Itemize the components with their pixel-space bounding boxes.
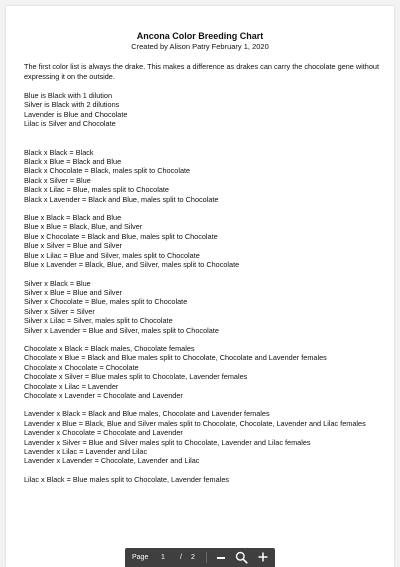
cross-line: Chocolate x Lavender = Chocolate and Lavender xyxy=(24,390,183,400)
cross-line: Lavender x Chocolate = Chocolate and Lavender xyxy=(24,428,183,438)
cross-line: Chocolate x Silver = Blue males split to Chocolate, Lavender females xyxy=(24,372,248,382)
cross-line: Lavender x Lavender = Chocolate, Lavender and Lilac xyxy=(24,456,200,466)
chocolate-drake-crosses xyxy=(24,344,386,400)
pdf-page-toolbar xyxy=(125,548,275,567)
cross-line: Lavender x Black = Black and Blue males, Chocolate and Lavender females xyxy=(24,409,270,419)
cross-line: Blue x Chocolate = Black and Blue, males split to Chocolate xyxy=(24,231,218,241)
cross-line: Silver x Black = Blue xyxy=(24,278,91,288)
blue-drake-crosses xyxy=(24,213,386,269)
cross-line: Blue x Lavender = Black, Blue, and Silver, males split to Chocolate xyxy=(24,260,240,270)
definitions-list xyxy=(24,91,386,129)
cross-line: Lavender x Silver = Blue and Silver males split to Chocolate, Lavender and Lilac females xyxy=(24,437,311,447)
cross-line: Blue x Blue = Black, Blue, and Silver xyxy=(24,222,143,232)
lavender-drake-crosses xyxy=(24,409,386,465)
silver-drake-crosses xyxy=(24,279,386,335)
cross-line: Black x Blue = Black and Blue xyxy=(24,157,122,167)
intro-paragraph xyxy=(24,62,380,81)
toolbar-divider xyxy=(206,552,207,563)
current-page-input[interactable]: 1 xyxy=(161,554,165,561)
total-pages: 2 xyxy=(191,554,195,561)
definition-line: Blue is Black with 1 dilution xyxy=(24,91,113,100)
cross-line: Chocolate x Black = Black males, Chocolate females xyxy=(24,343,195,353)
cross-line: Silver x Blue = Blue and Silver xyxy=(24,287,122,297)
lilac-drake-crosses xyxy=(24,475,386,484)
zoom-in-plus-icon[interactable] xyxy=(257,551,269,563)
cross-line: Black x Silver = Blue xyxy=(24,175,91,185)
cross-line: Lilac x Black = Blue males split to Chocolate, Lavender females xyxy=(24,474,230,484)
cross-line: Black x Lavender = Black and Blue, males split to Chocolate xyxy=(24,194,219,204)
cross-line: Blue x Lilac = Blue and Silver, males split to Chocolate xyxy=(24,250,200,260)
cross-line: Black x Lilac = Blue, males split to Chocolate xyxy=(24,185,169,195)
definition-line: Lavender is Blue and Chocolate xyxy=(24,109,128,119)
cross-line: Lavender x Blue = Black, Blue and Silver males split to Chocolate, Chocolate, Lavender and Lilac females xyxy=(24,418,366,428)
cross-line: Chocolate x Lilac = Lavender xyxy=(24,381,119,391)
cross-line: Black x Chocolate = Black, males split to Chocolate xyxy=(24,166,191,176)
black-drake-crosses xyxy=(24,148,386,204)
cross-line: Black x Black = Black xyxy=(24,147,94,157)
cross-line: Silver x Chocolate = Blue, males split to Chocolate xyxy=(24,297,188,307)
cross-line: Silver x Silver = Silver xyxy=(24,306,95,316)
cross-line: Blue x Silver = Blue and Silver xyxy=(24,241,122,251)
cross-line: Blue x Black = Black and Blue xyxy=(24,213,122,223)
definition-line: Silver is Black with 2 dilutions xyxy=(24,100,120,110)
definition-line: Lilac is Silver and Chocolate xyxy=(24,119,116,129)
document-page xyxy=(6,6,394,567)
zoom-magnifier-icon[interactable] xyxy=(235,551,248,564)
document-title: Ancona Color Breeding Chart xyxy=(136,31,264,41)
intro-text: The first color list is always the drake. This makes a difference as drakes can carry the chocolate gene without expressing it on the outside. xyxy=(24,62,380,81)
cross-line: Chocolate x Chocolate = Chocolate xyxy=(24,362,139,372)
cross-line: Silver x Lavender = Blue and Silver, males split to Chocolate xyxy=(24,325,219,335)
document-subtitle: Created by Alison Patry February 1, 2020 xyxy=(131,42,269,51)
cross-line: Chocolate x Blue = Black and Blue males split to Chocolate, Chocolate and Lavender females xyxy=(24,353,327,363)
cross-line: Silver x Lilac = Silver, males split to Chocolate xyxy=(24,316,173,326)
zoom-out-minus-icon[interactable] xyxy=(217,557,225,559)
page-label: Page xyxy=(132,554,149,561)
chart-content xyxy=(24,91,386,484)
cross-line: Lavender x Lilac = Lavender and Lilac xyxy=(24,447,148,456)
page-separator: / xyxy=(180,554,182,561)
